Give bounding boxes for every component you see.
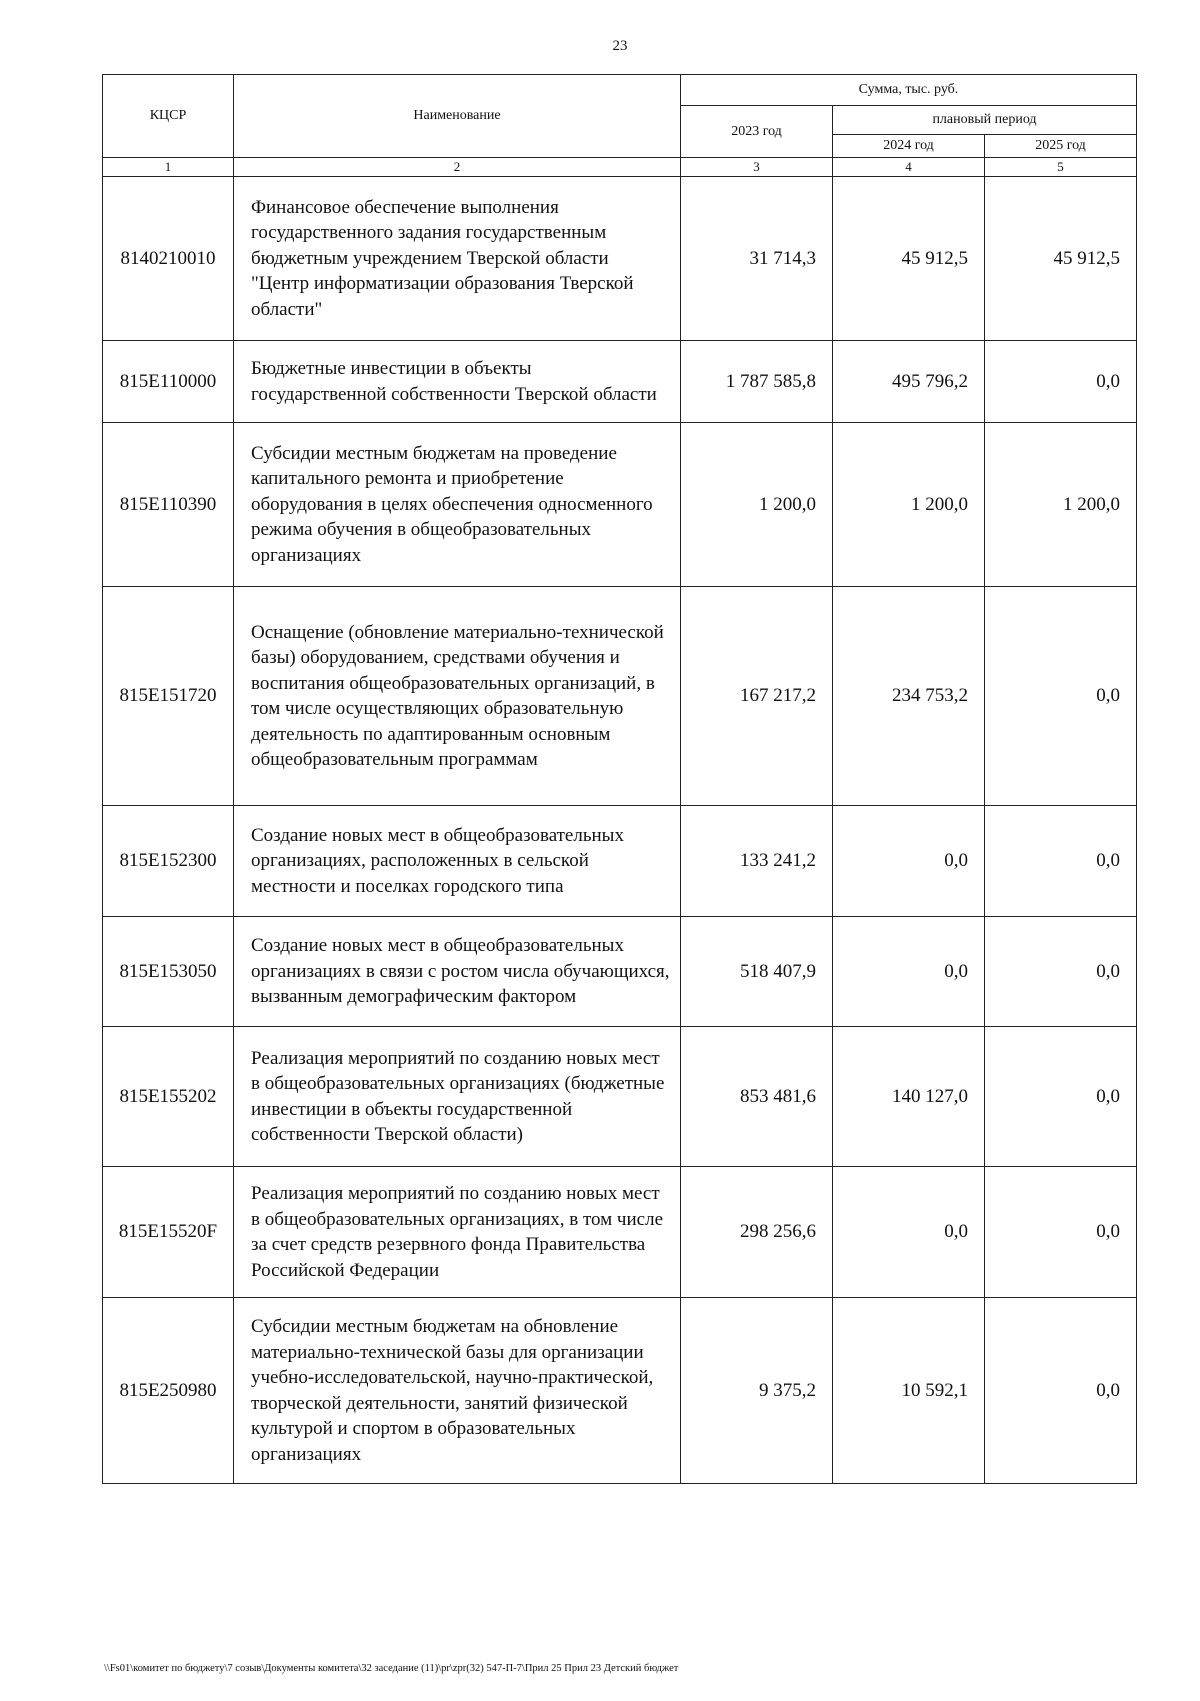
row-code: 815E250980 [103, 1298, 234, 1484]
column-number: 1 [103, 158, 234, 177]
row-name: Реализация мероприятий по созданию новых мест в общеобразовательных организациях (бюджетные инвестиции в объекты государственной собственности Тверской области) [234, 1027, 681, 1167]
row-name: Оснащение (обновление материально-технической базы) оборудованием, средствами обучения и воспитания общеобразовательных организаций, в том числе осуществляющих образовательную деятельность по адаптированным основным общеобразовательным программам [234, 587, 681, 806]
row-amount-2025: 0,0 [985, 341, 1137, 423]
row-amount-2025: 1 200,0 [985, 423, 1137, 587]
table-row [103, 587, 1137, 806]
row-code: 815E110000 [103, 341, 234, 423]
row-code: 815E110390 [103, 423, 234, 587]
row-amount-2024: 45 912,5 [833, 177, 985, 341]
column-number: 5 [985, 158, 1137, 177]
row-amount-2024: 10 592,1 [833, 1298, 985, 1484]
budget-table [102, 74, 1137, 1484]
row-amount-2024: 0,0 [833, 1167, 985, 1298]
table-row [103, 341, 1137, 423]
row-amount-2024: 1 200,0 [833, 423, 985, 587]
row-name: Субсидии местным бюджетам на проведение капитального ремонта и приобретение оборудования в целях обеспечения односменного режима обучения в общеобразовательных организациях [234, 423, 681, 587]
row-amount-2023: 133 241,2 [681, 806, 833, 917]
column-number: 2 [234, 158, 681, 177]
table-row [103, 423, 1137, 587]
header-code: КЦСР [103, 75, 234, 158]
table-row [103, 806, 1137, 917]
row-amount-2025: 0,0 [985, 917, 1137, 1027]
row-code: 815E153050 [103, 917, 234, 1027]
row-name: Бюджетные инвестиции в объекты государственной собственности Тверской области [234, 341, 681, 423]
row-amount-2025: 0,0 [985, 587, 1137, 806]
row-amount-2023: 298 256,6 [681, 1167, 833, 1298]
row-code: 815E155202 [103, 1027, 234, 1167]
footer-file-path: \\Fs01\комитет по бюджету\7 созыв\Документы комитета\32 заседание (11)\pr\zpr(32) 547-П-7\Прил 25 Прил 23 Детский бюджет [104, 1663, 679, 1674]
header-name: Наименование [234, 75, 681, 158]
row-amount-2023: 1 787 585,8 [681, 341, 833, 423]
row-amount-2024: 0,0 [833, 806, 985, 917]
row-code: 8140210010 [103, 177, 234, 341]
header-planning-period: плановый период [833, 106, 1137, 135]
row-name: Финансовое обеспечение выполнения государственного задания государственным бюджетным учреждением Тверской области "Центр информатизации образования Тверской области" [234, 177, 681, 341]
row-amount-2024: 140 127,0 [833, 1027, 985, 1167]
row-amount-2024: 234 753,2 [833, 587, 985, 806]
row-amount-2025: 0,0 [985, 1298, 1137, 1484]
row-code: 815E152300 [103, 806, 234, 917]
row-name: Создание новых мест в общеобразовательных организациях, расположенных в сельской местности и поселках городского типа [234, 806, 681, 917]
row-code: 815E15520F [103, 1167, 234, 1298]
row-name: Реализация мероприятий по созданию новых мест в общеобразовательных организациях, в том числе за счет средств резервного фонда Правительства Российской Федерации [234, 1167, 681, 1298]
row-amount-2025: 0,0 [985, 1167, 1137, 1298]
header-year-2024: 2024 год [833, 135, 985, 158]
row-amount-2025: 0,0 [985, 1027, 1137, 1167]
row-amount-2025: 45 912,5 [985, 177, 1137, 341]
header-year-2023: 2023 год [681, 106, 833, 158]
table-row [103, 1027, 1137, 1167]
row-amount-2023: 853 481,6 [681, 1027, 833, 1167]
row-amount-2023: 9 375,2 [681, 1298, 833, 1484]
table-row [103, 1167, 1137, 1298]
column-number: 4 [833, 158, 985, 177]
page-number: 23 [612, 38, 628, 54]
row-name: Создание новых мест в общеобразовательных организациях в связи с ростом числа обучающихся, вызванным демографическим фактором [234, 917, 681, 1027]
table-row [103, 1298, 1137, 1484]
header-sum: Сумма, тыс. руб. [681, 75, 1137, 106]
row-amount-2023: 167 217,2 [681, 587, 833, 806]
row-amount-2023: 31 714,3 [681, 177, 833, 341]
row-amount-2025: 0,0 [985, 806, 1137, 917]
table-row [103, 917, 1137, 1027]
table-row [103, 177, 1137, 341]
row-amount-2023: 518 407,9 [681, 917, 833, 1027]
row-amount-2024: 0,0 [833, 917, 985, 1027]
row-code: 815E151720 [103, 587, 234, 806]
column-number: 3 [681, 158, 833, 177]
row-amount-2023: 1 200,0 [681, 423, 833, 587]
header-year-2025: 2025 год [985, 135, 1137, 158]
row-amount-2024: 495 796,2 [833, 341, 985, 423]
row-name: Субсидии местным бюджетам на обновление материально-технической базы для организации учебно-исследовательской, научно-практической, творческой деятельности, занятий физической культурой и спортом в образовательных организациях [234, 1298, 681, 1484]
column-number-row [103, 158, 1137, 177]
